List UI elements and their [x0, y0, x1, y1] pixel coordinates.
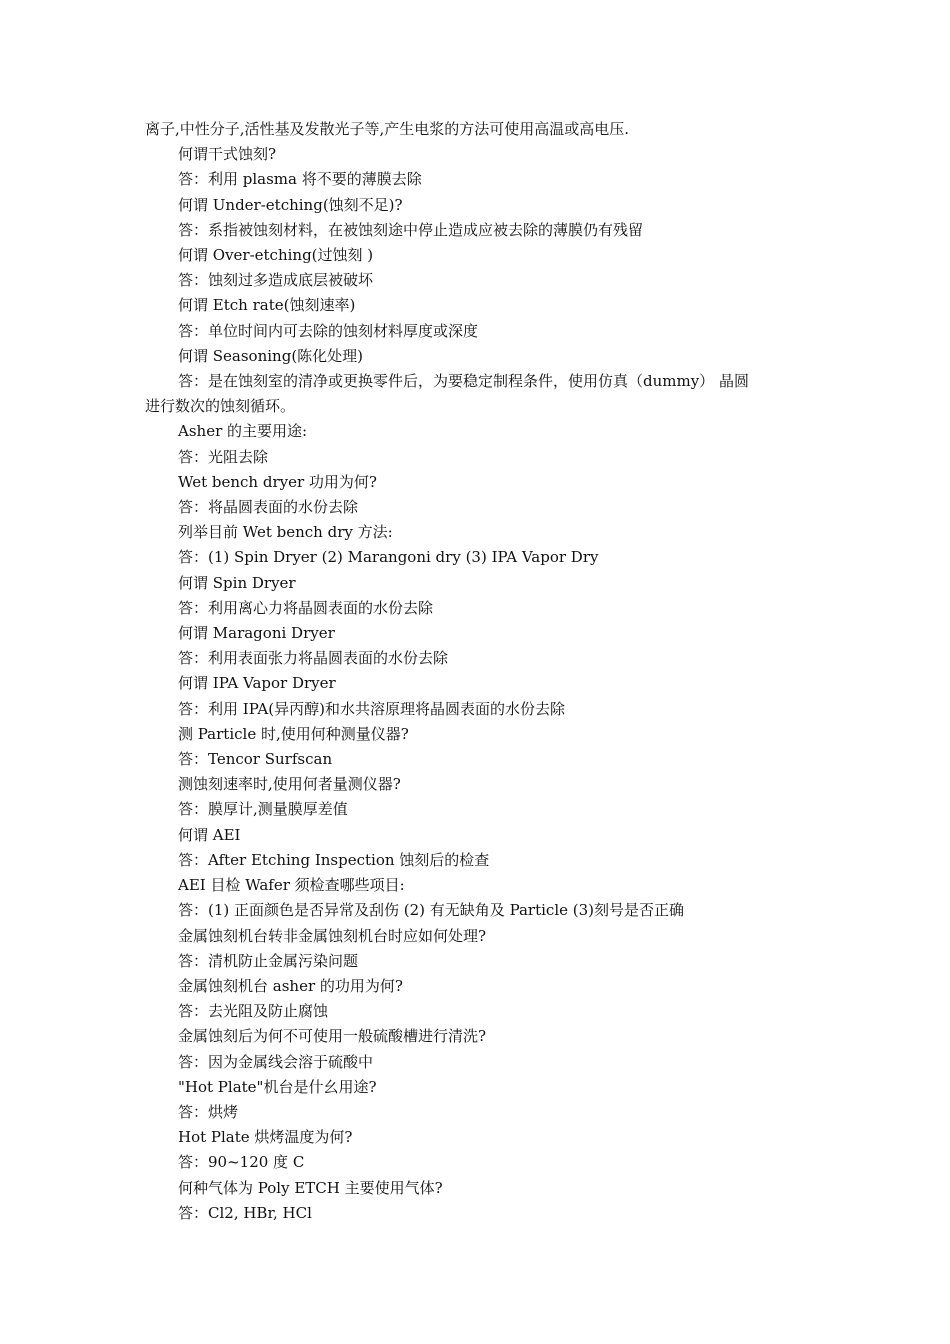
- answer-line: 答：系指被蚀刻材料，在被蚀刻途中停止造成应被去除的薄膜仍有残留: [178, 220, 644, 239]
- answer-line: 答：去光阻及防止腐蚀: [178, 1002, 329, 1021]
- question-line: 金属蚀刻后为何不可使用一般硫酸槽进行清洗?: [178, 1027, 487, 1046]
- question-line: 测 Particle 时,使用何种测量仪器?: [178, 724, 409, 743]
- question-line: Asher 的主要用途:: [178, 422, 308, 441]
- question-line: 何谓 IPA Vapor Dryer: [178, 674, 336, 693]
- question-line: 何谓 Seasoning(陈化处理): [178, 346, 364, 365]
- answer-line-continuation: 进行数次的蚀刻循环。: [145, 397, 296, 416]
- question-line: 测蚀刻速率时,使用何者量测仪器?: [178, 775, 401, 794]
- question-line: 何种气体为 Poly ETCH 主要使用气体?: [178, 1178, 443, 1197]
- answer-line: 答：光阻去除: [178, 447, 269, 466]
- answer-line: 答：将晶圆表面的水份去除: [178, 498, 359, 517]
- answer-line: 答：利用离心力将晶圆表面的水份去除: [178, 598, 434, 617]
- question-line: 何谓 Over-etching(过蚀刻 ): [178, 246, 374, 265]
- question-line: Wet bench dryer 功用为何?: [178, 472, 377, 491]
- question-line: 何谓 Maragoni Dryer: [178, 624, 335, 643]
- answer-line: 答：清机防止金属污染问题: [178, 951, 359, 970]
- question-line: 何谓 Spin Dryer: [178, 573, 296, 592]
- answer-line: 答：Cl2, HBr, HCl: [178, 1203, 312, 1222]
- answer-line: 答：利用表面张力将晶圆表面的水份去除: [178, 649, 449, 668]
- answer-line: 答：Tencor Surfscan: [178, 750, 333, 769]
- question-line: 何谓 AEI: [178, 825, 241, 844]
- answer-line: 答：After Etching Inspection 蚀刻后的检查: [178, 850, 490, 869]
- question-line: "Hot Plate"机台是什幺用途?: [178, 1077, 377, 1096]
- answer-line: 答：利用 IPA(异丙醇)和水共溶原理将晶圆表面的水份去除: [178, 699, 565, 718]
- answer-line: 答：是在蚀刻室的清净或更换零件后，为要稳定制程条件，使用仿真（dummy） 晶圆: [178, 372, 749, 391]
- question-line: 金属蚀刻机台 asher 的功用为何?: [178, 976, 403, 995]
- answer-line: 答：(1) 正面颜色是否异常及刮伤 (2) 有无缺角及 Particle (3)刻号是否正确: [178, 901, 685, 920]
- question-line: Hot Plate 烘烤温度为何?: [178, 1128, 353, 1147]
- question-line: 何谓干式蚀刻?: [178, 145, 277, 164]
- answer-line: 答：(1) Spin Dryer (2) Marangoni dry (3) IPA Vapor Dry: [178, 548, 599, 567]
- answer-line: 答：利用 plasma 将不要的薄膜去除: [178, 170, 422, 189]
- question-line: 金属蚀刻机台转非金属蚀刻机台时应如何处理?: [178, 926, 487, 945]
- answer-line: 答：90~120 度 C: [178, 1153, 305, 1172]
- answer-line: 答：膜厚计,测量膜厚差值: [178, 800, 348, 819]
- text-line: 离子,中性分子,活性基及发散光子等,产生电浆的方法可使用高温或高电压.: [145, 120, 630, 138]
- answer-line: 答：单位时间内可去除的蚀刻材料厚度或深度: [178, 321, 479, 340]
- answer-line: 答：因为金属线会溶于硫酸中: [178, 1052, 374, 1071]
- question-line: 何谓 Etch rate(蚀刻速率): [178, 296, 356, 315]
- document-body: [145, 117, 810, 1226]
- answer-line: 答：蚀刻过多造成底层被破坏: [178, 271, 374, 290]
- answer-line: 答：烘烤: [178, 1102, 239, 1121]
- question-line: 何谓 Under-etching(蚀刻不足)?: [178, 195, 403, 214]
- question-line: 列举目前 Wet bench dry 方法:: [178, 523, 393, 542]
- question-line: AEI 目检 Wafer 须检查哪些项目:: [178, 876, 405, 895]
